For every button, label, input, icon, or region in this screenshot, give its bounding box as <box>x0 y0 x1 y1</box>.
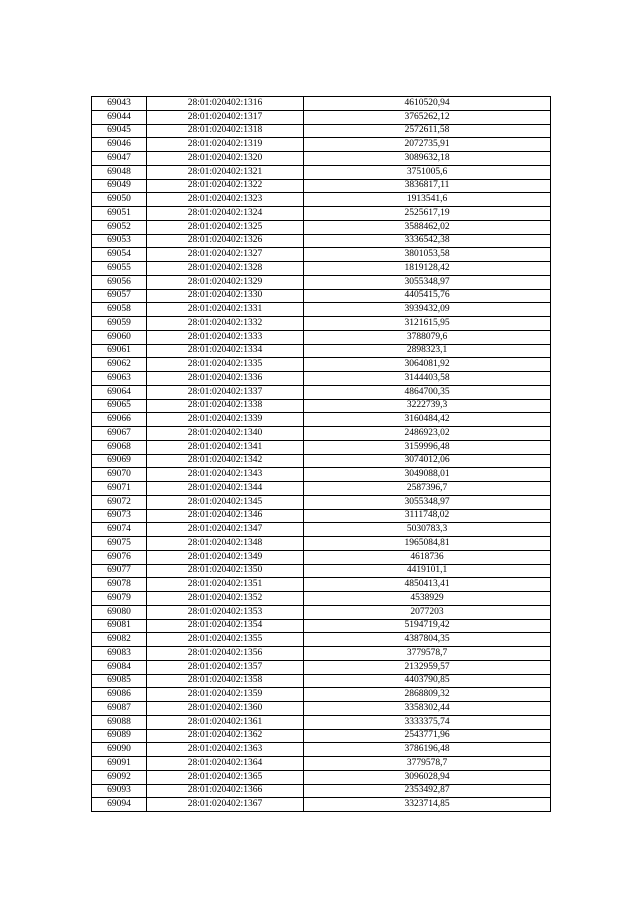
cadastral-number-cell: 28:01:020402:1317 <box>147 110 304 124</box>
table-row <box>92 523 551 537</box>
row-number-cell: 69062 <box>92 358 147 372</box>
cadastral-number-cell: 28:01:020402:1332 <box>147 317 304 331</box>
value-cell: 4387804,35 <box>304 633 551 647</box>
row-number-cell: 69087 <box>92 702 147 716</box>
value-cell: 4538929 <box>304 592 551 606</box>
value-cell: 2898323,1 <box>304 344 551 358</box>
table-row <box>92 207 551 221</box>
row-number-cell: 69086 <box>92 688 147 702</box>
value-cell: 3160484,42 <box>304 413 551 427</box>
value-cell: 1819128,42 <box>304 262 551 276</box>
row-number-cell: 69051 <box>92 207 147 221</box>
row-number-cell: 69043 <box>92 97 147 111</box>
row-number-cell: 69089 <box>92 729 147 743</box>
cadastral-number-cell: 28:01:020402:1359 <box>147 688 304 702</box>
row-number-cell: 69048 <box>92 165 147 179</box>
value-cell: 3055348,97 <box>304 275 551 289</box>
table-row <box>92 729 551 743</box>
cadastral-number-cell: 28:01:020402:1347 <box>147 523 304 537</box>
value-cell: 3074012,06 <box>304 454 551 468</box>
cadastral-number-cell: 28:01:020402:1323 <box>147 193 304 207</box>
row-number-cell: 69047 <box>92 152 147 166</box>
table-row <box>92 358 551 372</box>
cadastral-number-cell: 28:01:020402:1367 <box>147 798 304 812</box>
value-cell: 3836817,11 <box>304 179 551 193</box>
cadastral-number-cell: 28:01:020402:1358 <box>147 674 304 688</box>
table-row <box>92 770 551 784</box>
cadastral-number-cell: 28:01:020402:1362 <box>147 729 304 743</box>
table-row <box>92 647 551 661</box>
row-number-cell: 69085 <box>92 674 147 688</box>
cadastral-number-cell: 28:01:020402:1361 <box>147 715 304 729</box>
value-cell: 3779578,7 <box>304 647 551 661</box>
cadastral-number-cell: 28:01:020402:1342 <box>147 454 304 468</box>
table-row <box>92 385 551 399</box>
table-row <box>92 248 551 262</box>
cadastral-number-cell: 28:01:020402:1365 <box>147 770 304 784</box>
table-row <box>92 605 551 619</box>
table-row <box>92 275 551 289</box>
value-cell: 2572611,58 <box>304 124 551 138</box>
table-row <box>92 220 551 234</box>
table-row <box>92 482 551 496</box>
table-body <box>92 97 551 812</box>
row-number-cell: 69078 <box>92 578 147 592</box>
cadastral-number-cell: 28:01:020402:1320 <box>147 152 304 166</box>
value-cell: 3121615,95 <box>304 317 551 331</box>
cadastral-number-cell: 28:01:020402:1331 <box>147 303 304 317</box>
value-cell: 1913541,6 <box>304 193 551 207</box>
table-row <box>92 468 551 482</box>
table-row <box>92 784 551 798</box>
table-row <box>92 619 551 633</box>
value-cell: 2587396,7 <box>304 482 551 496</box>
cadastral-number-cell: 28:01:020402:1324 <box>147 207 304 221</box>
cadastral-number-cell: 28:01:020402:1335 <box>147 358 304 372</box>
value-cell: 3765262,12 <box>304 110 551 124</box>
cadastral-number-cell: 28:01:020402:1366 <box>147 784 304 798</box>
value-cell: 4403790,85 <box>304 674 551 688</box>
table-row <box>92 372 551 386</box>
value-cell: 2132959,57 <box>304 660 551 674</box>
cadastral-number-cell: 28:01:020402:1357 <box>147 660 304 674</box>
row-number-cell: 69083 <box>92 647 147 661</box>
cadastral-number-cell: 28:01:020402:1344 <box>147 482 304 496</box>
value-cell: 4405415,76 <box>304 289 551 303</box>
row-number-cell: 69055 <box>92 262 147 276</box>
table-row <box>92 537 551 551</box>
table-row <box>92 427 551 441</box>
cadastral-number-cell: 28:01:020402:1356 <box>147 647 304 661</box>
table-row <box>92 193 551 207</box>
value-cell: 3323714,85 <box>304 798 551 812</box>
table-row <box>92 798 551 812</box>
table-row <box>92 124 551 138</box>
cadastral-number-cell: 28:01:020402:1337 <box>147 385 304 399</box>
row-number-cell: 69063 <box>92 372 147 386</box>
value-cell: 2072735,91 <box>304 138 551 152</box>
table-row <box>92 757 551 771</box>
table-row <box>92 317 551 331</box>
table-row <box>92 138 551 152</box>
value-cell: 3358302,44 <box>304 702 551 716</box>
cadastral-number-cell: 28:01:020402:1352 <box>147 592 304 606</box>
value-cell: 3333375,74 <box>304 715 551 729</box>
value-cell: 2543771,96 <box>304 729 551 743</box>
cadastral-number-cell: 28:01:020402:1351 <box>147 578 304 592</box>
table-row <box>92 550 551 564</box>
row-number-cell: 69074 <box>92 523 147 537</box>
value-cell: 5030783,3 <box>304 523 551 537</box>
table-row <box>92 165 551 179</box>
value-cell: 3788079,6 <box>304 330 551 344</box>
row-number-cell: 69050 <box>92 193 147 207</box>
row-number-cell: 69094 <box>92 798 147 812</box>
value-cell: 2353492,87 <box>304 784 551 798</box>
row-number-cell: 69070 <box>92 468 147 482</box>
cadastral-number-cell: 28:01:020402:1333 <box>147 330 304 344</box>
table-row <box>92 303 551 317</box>
value-cell: 4850413,41 <box>304 578 551 592</box>
cadastral-number-cell: 28:01:020402:1334 <box>147 344 304 358</box>
cadastral-number-cell: 28:01:020402:1343 <box>147 468 304 482</box>
cadastral-number-cell: 28:01:020402:1354 <box>147 619 304 633</box>
table-row <box>92 152 551 166</box>
value-cell: 3222739,3 <box>304 399 551 413</box>
cadastral-number-cell: 28:01:020402:1326 <box>147 234 304 248</box>
row-number-cell: 69061 <box>92 344 147 358</box>
cadastral-number-cell: 28:01:020402:1339 <box>147 413 304 427</box>
table-row <box>92 564 551 578</box>
row-number-cell: 69077 <box>92 564 147 578</box>
row-number-cell: 69059 <box>92 317 147 331</box>
value-cell: 3751005,6 <box>304 165 551 179</box>
row-number-cell: 69065 <box>92 399 147 413</box>
row-number-cell: 69072 <box>92 495 147 509</box>
table-row <box>92 592 551 606</box>
row-number-cell: 69044 <box>92 110 147 124</box>
cadastral-number-cell: 28:01:020402:1330 <box>147 289 304 303</box>
table-row <box>92 509 551 523</box>
table-row <box>92 495 551 509</box>
cadastral-number-cell: 28:01:020402:1340 <box>147 427 304 441</box>
value-cell: 4864700,35 <box>304 385 551 399</box>
table-row <box>92 262 551 276</box>
row-number-cell: 69053 <box>92 234 147 248</box>
value-cell: 3336542,38 <box>304 234 551 248</box>
cadastral-number-cell: 28:01:020402:1318 <box>147 124 304 138</box>
value-cell: 1965084,81 <box>304 537 551 551</box>
value-cell: 3588462,02 <box>304 220 551 234</box>
row-number-cell: 69058 <box>92 303 147 317</box>
row-number-cell: 69081 <box>92 619 147 633</box>
cadastral-number-cell: 28:01:020402:1327 <box>147 248 304 262</box>
table-row <box>92 674 551 688</box>
table-row <box>92 179 551 193</box>
table-row <box>92 234 551 248</box>
row-number-cell: 69056 <box>92 275 147 289</box>
value-cell: 3144403,58 <box>304 372 551 386</box>
cadastral-number-cell: 28:01:020402:1341 <box>147 440 304 454</box>
row-number-cell: 69093 <box>92 784 147 798</box>
cadastral-number-cell: 28:01:020402:1353 <box>147 605 304 619</box>
value-cell: 2486923,02 <box>304 427 551 441</box>
row-number-cell: 69073 <box>92 509 147 523</box>
row-number-cell: 69068 <box>92 440 147 454</box>
table-row <box>92 715 551 729</box>
cadastral-number-cell: 28:01:020402:1346 <box>147 509 304 523</box>
value-cell: 3801053,58 <box>304 248 551 262</box>
cadastral-number-cell: 28:01:020402:1349 <box>147 550 304 564</box>
value-cell: 3064081,92 <box>304 358 551 372</box>
row-number-cell: 69088 <box>92 715 147 729</box>
row-number-cell: 69091 <box>92 757 147 771</box>
table-row <box>92 399 551 413</box>
row-number-cell: 69076 <box>92 550 147 564</box>
value-cell: 3096028,94 <box>304 770 551 784</box>
table-row <box>92 688 551 702</box>
row-number-cell: 69064 <box>92 385 147 399</box>
table-row <box>92 454 551 468</box>
cadastral-number-cell: 28:01:020402:1336 <box>147 372 304 386</box>
cadastral-number-cell: 28:01:020402:1316 <box>147 97 304 111</box>
table-row <box>92 330 551 344</box>
value-cell: 4618736 <box>304 550 551 564</box>
value-cell: 4610520,94 <box>304 97 551 111</box>
table-row <box>92 110 551 124</box>
cadastral-number-cell: 28:01:020402:1350 <box>147 564 304 578</box>
row-number-cell: 69075 <box>92 537 147 551</box>
value-cell: 3786196,48 <box>304 743 551 757</box>
row-number-cell: 69054 <box>92 248 147 262</box>
cadastral-number-cell: 28:01:020402:1363 <box>147 743 304 757</box>
cadastral-number-cell: 28:01:020402:1360 <box>147 702 304 716</box>
row-number-cell: 69082 <box>92 633 147 647</box>
row-number-cell: 69079 <box>92 592 147 606</box>
row-number-cell: 69090 <box>92 743 147 757</box>
value-cell: 2077203 <box>304 605 551 619</box>
row-number-cell: 69052 <box>92 220 147 234</box>
row-number-cell: 69080 <box>92 605 147 619</box>
value-cell: 3779578,7 <box>304 757 551 771</box>
value-cell: 3939432,09 <box>304 303 551 317</box>
cadastral-number-cell: 28:01:020402:1325 <box>147 220 304 234</box>
table-row <box>92 440 551 454</box>
row-number-cell: 69067 <box>92 427 147 441</box>
row-number-cell: 69046 <box>92 138 147 152</box>
value-cell: 3049088,01 <box>304 468 551 482</box>
table-row <box>92 97 551 111</box>
cadastral-number-cell: 28:01:020402:1355 <box>147 633 304 647</box>
row-number-cell: 69045 <box>92 124 147 138</box>
cadastral-number-cell: 28:01:020402:1319 <box>147 138 304 152</box>
row-number-cell: 69049 <box>92 179 147 193</box>
value-cell: 3055348,97 <box>304 495 551 509</box>
cadastral-number-cell: 28:01:020402:1348 <box>147 537 304 551</box>
value-cell: 3111748,02 <box>304 509 551 523</box>
data-table <box>91 96 551 812</box>
table-row <box>92 289 551 303</box>
cadastral-number-cell: 28:01:020402:1321 <box>147 165 304 179</box>
cadastral-number-cell: 28:01:020402:1329 <box>147 275 304 289</box>
cadastral-number-cell: 28:01:020402:1345 <box>147 495 304 509</box>
value-cell: 5194719,42 <box>304 619 551 633</box>
cadastral-number-cell: 28:01:020402:1338 <box>147 399 304 413</box>
table-row <box>92 578 551 592</box>
value-cell: 2868809,32 <box>304 688 551 702</box>
cadastral-number-cell: 28:01:020402:1328 <box>147 262 304 276</box>
table-row <box>92 344 551 358</box>
row-number-cell: 69084 <box>92 660 147 674</box>
table-row <box>92 660 551 674</box>
value-cell: 2525617,19 <box>304 207 551 221</box>
row-number-cell: 69092 <box>92 770 147 784</box>
row-number-cell: 69060 <box>92 330 147 344</box>
value-cell: 4419101,1 <box>304 564 551 578</box>
row-number-cell: 69057 <box>92 289 147 303</box>
row-number-cell: 69071 <box>92 482 147 496</box>
row-number-cell: 69069 <box>92 454 147 468</box>
row-number-cell: 69066 <box>92 413 147 427</box>
cadastral-number-cell: 28:01:020402:1364 <box>147 757 304 771</box>
cadastral-number-cell: 28:01:020402:1322 <box>147 179 304 193</box>
value-cell: 3159996,48 <box>304 440 551 454</box>
table-row <box>92 633 551 647</box>
table-row <box>92 702 551 716</box>
table-row <box>92 413 551 427</box>
table-row <box>92 743 551 757</box>
value-cell: 3089632,18 <box>304 152 551 166</box>
